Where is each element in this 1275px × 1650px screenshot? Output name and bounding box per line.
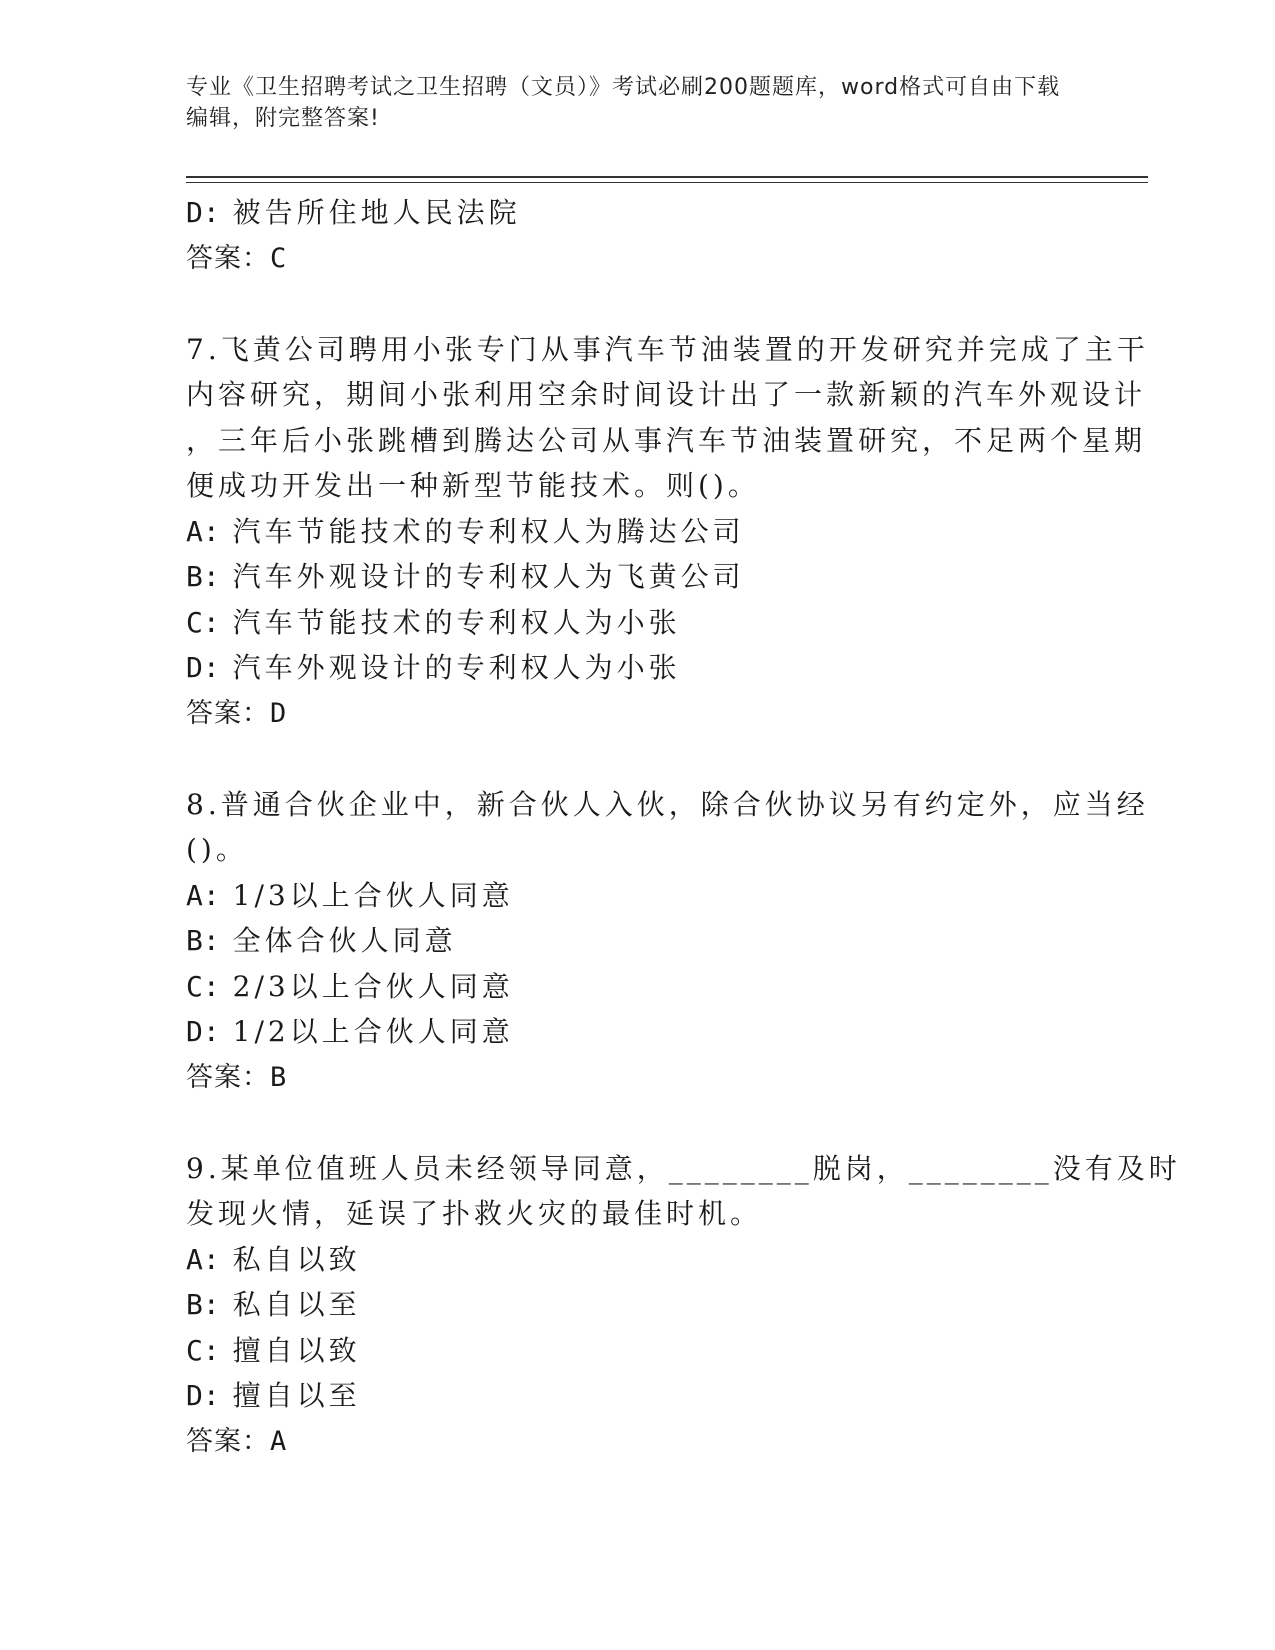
spacer xyxy=(186,281,1066,327)
question-list xyxy=(186,190,1181,1464)
answer-value: B xyxy=(270,1061,287,1093)
option-d xyxy=(186,645,1066,691)
question-stem-line: ，三年后小张跳槽到腾达公司从事汽车节油装置研究，不足两个星期 xyxy=(186,423,1147,457)
option-label: A: xyxy=(186,514,220,548)
option-c xyxy=(186,600,1066,646)
option-text: 私自以致 xyxy=(232,1242,361,1276)
option-label: D: xyxy=(186,1379,220,1412)
option-label: C: xyxy=(186,969,220,1003)
spacer xyxy=(186,1100,1066,1146)
option-label: D: xyxy=(186,1015,220,1048)
option-d xyxy=(186,190,1066,236)
option-label: D: xyxy=(186,196,220,229)
answer-label: 答案： xyxy=(186,697,270,729)
answer-line xyxy=(186,1419,1066,1465)
option-b xyxy=(186,1282,1066,1328)
option-label: D: xyxy=(186,651,220,684)
answer-line xyxy=(186,1055,1066,1101)
option-d xyxy=(186,1009,1066,1055)
answer-label: 答案： xyxy=(186,1061,270,1093)
option-text: 汽车节能技术的专利权人为腾达公司 xyxy=(232,514,745,548)
option-text: 汽车外观设计的专利权人为飞黄公司 xyxy=(232,560,745,593)
option-text: 汽车外观设计的专利权人为小张 xyxy=(232,651,681,684)
option-b xyxy=(186,554,1066,600)
document-header: 专业《卫生招聘考试之卫生招聘（文员）》考试必刷200题题库，word格式可自由下载编辑，附完整答案! xyxy=(186,75,1061,131)
option-label: A: xyxy=(186,1242,220,1276)
option-label: B: xyxy=(186,560,220,593)
option-label: B: xyxy=(186,1288,220,1321)
option-text: 汽车节能技术的专利权人为小张 xyxy=(232,605,681,639)
option-text: 全体合伙人同意 xyxy=(232,924,457,957)
answer-line xyxy=(186,691,1066,737)
option-text: 1/2以上合伙人同意 xyxy=(232,1015,514,1048)
option-text: 1/3以上合伙人同意 xyxy=(232,878,514,912)
option-c xyxy=(186,964,1066,1010)
answer-value: A xyxy=(270,1425,287,1457)
header-divider-thin xyxy=(186,182,1148,183)
option-text: 被告所住地人民法院 xyxy=(232,196,521,229)
answer-value: D xyxy=(270,697,287,729)
answer-label: 答案： xyxy=(186,242,270,274)
question-7 xyxy=(186,327,1149,737)
option-d xyxy=(186,1373,1066,1419)
option-text: 擅自以至 xyxy=(232,1379,361,1412)
option-a xyxy=(186,509,1066,555)
answer-value: C xyxy=(270,242,287,274)
question-8 xyxy=(186,782,1149,1101)
option-c xyxy=(186,1328,1066,1374)
question-stem-line: 9.某单位值班人员未经领导同意，________脱岗，________没有及时 xyxy=(186,1151,1181,1185)
spacer xyxy=(186,736,1066,782)
header-divider-thick xyxy=(186,176,1148,178)
question-9 xyxy=(186,1146,1181,1465)
answer-line xyxy=(186,236,1066,282)
question-stem-line: 8.普通合伙企业中，新合伙人入伙，除合伙协议另有约定外，应当经 xyxy=(186,787,1149,821)
question-stem-line: 7.飞黄公司聘用小张专门从事汽车节油装置的开发研究并完成了主干 xyxy=(186,332,1149,366)
question-stem-line: 内容研究，期间小张利用空余时间设计出了一款新颖的汽车外观设计 xyxy=(186,378,1147,411)
option-a xyxy=(186,1237,1066,1283)
option-b xyxy=(186,918,1066,964)
option-label: A: xyxy=(186,878,220,912)
question-stem-line: 便成功开发出一种新型节能技术。则()。 xyxy=(186,469,760,502)
answer-label: 答案： xyxy=(186,1425,270,1457)
option-label: C: xyxy=(186,605,220,639)
option-text: 擅自以致 xyxy=(232,1333,361,1367)
option-label: C: xyxy=(186,1333,220,1367)
question-stem-line: 发现火情，延误了扑救火灾的最佳时机。 xyxy=(186,1197,763,1230)
question-stem-line: ()。 xyxy=(186,833,248,866)
option-text: 2/3以上合伙人同意 xyxy=(232,969,514,1003)
question-6 xyxy=(186,190,1066,281)
option-text: 私自以至 xyxy=(232,1288,361,1321)
option-label: B: xyxy=(186,924,220,957)
option-a xyxy=(186,873,1066,919)
